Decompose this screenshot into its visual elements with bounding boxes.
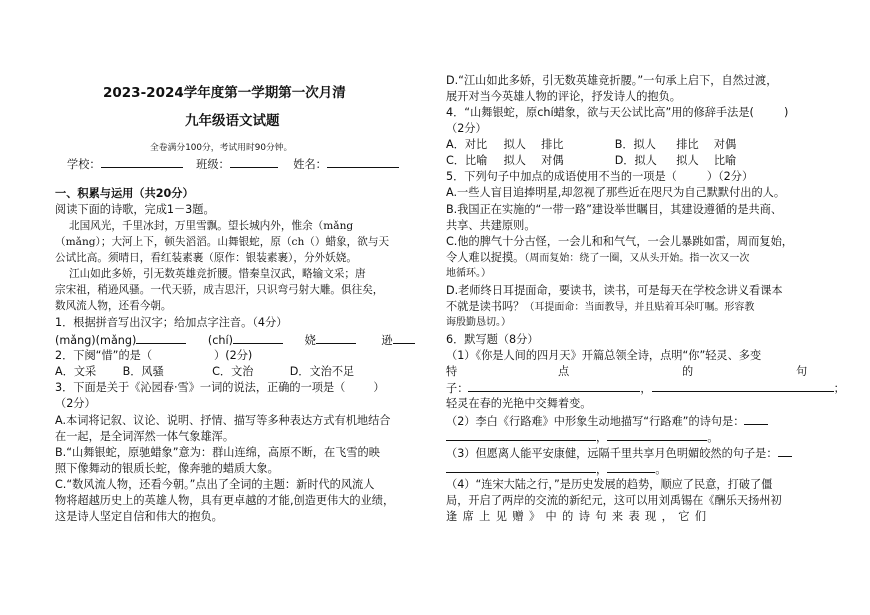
q5-option-cont: 不就是读书吗？（耳提面命：当面教导，并且贴着耳朵叮嘱。形容教 (446, 300, 755, 313)
q6-4: 局，开启了两岸的交流的新纪元，这可以用刘禹锡在《酬乐天扬州初 (446, 494, 782, 507)
question-1: 1．根据拼音写出汉字；给加点字注音。（4分） (55, 316, 288, 329)
q5-option[interactable]: D.老师终日耳提面命，要读书，读书，可是每天在学校念讲义看课本 (446, 284, 783, 297)
answer-blank[interactable] (778, 446, 792, 457)
question-6: 6．默写题（8分） (446, 333, 539, 346)
question-2: 2．下阕“惜”的是（ ）(2分) (55, 349, 253, 362)
answer-blank[interactable] (652, 381, 834, 392)
reading-instruction: 阅读下面的诗歌，完成1－3题。 (55, 203, 215, 216)
q3-option-text: 在一起，是全词浑然一体气象雄浑。 (55, 430, 235, 443)
q3-option-text: C.“数风流人物，还看今朝。”点出了全词的主题：新时代的风流人 (55, 478, 375, 491)
q6-4: 逢席上见赠》中的诗句来表现，它们 (446, 510, 712, 523)
poem-line: 宗宋祖，稍逊风骚。一代天骄，成吉思汗，只识弯弓射大雕。俱往矣， (55, 284, 384, 296)
q6-3: （3）但愿离人能平安康健，远隔千里共享月色明媚皎然的句子是： (446, 446, 792, 461)
question-1-items: (mǎng)(mǎng) (chí) 娆 逊 (55, 333, 415, 348)
question-4-options-row1: A．对比 拟人 排比 B．拟人 排比 对偶 (446, 138, 737, 151)
poem-line: 公试比高。须晴日，看红装素裹（原作：银装素裹），分外妖娆。 (55, 252, 357, 264)
idiom-note: （周而复始：绕了一圈，又从头开始。指一次又一次 (524, 253, 750, 264)
q6-4: （4）“连宋大陆之行，”是历史发展的趋势，顺应了民意，打破了僵 (446, 478, 773, 491)
q3-option-text: A.本词将记叙、议论、说明、抒情、描写等多种表达方式有机地结合 (55, 414, 391, 427)
answer-blank[interactable] (607, 462, 655, 473)
q3-option-d: D.“江山如此多娇，引无数英雄竞折腰。”一句承上启下，自然过渡， (446, 74, 778, 87)
q5-option-cont: 共享、共建原则。 (446, 219, 536, 232)
question-3: 3．下面是关于《沁园春·雪》一词的说法，正确的一项是（ ） (55, 381, 385, 394)
q5-option[interactable]: C.他的脾气十分古怪，一会儿和和气气，一会儿暴跳如雷，周而复始， (446, 235, 793, 248)
q5-option[interactable]: B.我国正在实施的“一带一路”建设举世瞩目，其建设遵循的是共商、 (446, 203, 783, 216)
answer-blank[interactable] (316, 333, 356, 344)
answer-blank[interactable] (233, 333, 283, 344)
school-field[interactable] (101, 157, 183, 168)
class-label: 班级： (196, 158, 230, 171)
q5-option-cont: 令人难以捉摸。（周而复始：绕了一圈，又从头开始。指一次又一次 (446, 251, 750, 264)
question-4-options-row2: C．比喻 拟人 对偶 D．拟人 拟人 比喻 (446, 154, 737, 167)
poem-line: 数风流人物，还看今朝。 (55, 300, 172, 312)
q5-option[interactable]: A.一些人盲目追捧明星,却忽视了那些近在咫尺为自己默默付出的人。 (446, 186, 786, 199)
q6-1: （1）《你是人间的四月天》开篇总领全诗，点明“你”轻灵、多变 (446, 349, 762, 362)
answer-blank[interactable] (393, 333, 415, 344)
exam-subtitle: 九年级语文试题 (185, 113, 280, 129)
section1-heading: 一、积累与运用（共20分） (55, 187, 194, 200)
answer-blank[interactable] (446, 430, 596, 441)
q6-2: （2）李白《行路难》中形象生动地描写“行路难”的诗句是： (446, 414, 768, 429)
question-3-score: （2分） (55, 397, 96, 410)
q6-3-answer: ， 。 (446, 462, 666, 477)
q3-option-text: 照下像舞动的银质长蛇，像奔驰的蜡质大象。 (55, 462, 279, 475)
student-info-row (67, 157, 399, 172)
poem-line: 江山如此多娇，引无数英雄竞折腰。惜秦皇汉武，略输文采；唐 (69, 268, 366, 280)
question-5: 5．下列句子中加点的成语使用不当的一项是（ ）（2分） (446, 170, 754, 183)
q3-option-text: B.“山舞银蛇，原驰蜡象”意为：群山连绵，高原不断，在飞雪的映 (55, 446, 380, 459)
exam-title: 2023-2024学年度第一学期第一次月清 (103, 85, 346, 101)
answer-blank[interactable] (468, 381, 640, 392)
question-4: 4．“山舞银蛇，原chí蜡象，欲与天公试比高”用的修辞手法是( ) (446, 106, 789, 119)
q6-2-answer: ， 。 (446, 430, 718, 445)
q6-1-answer: 子： ， ； (446, 382, 845, 395)
name-field[interactable] (327, 157, 399, 168)
answer-blank[interactable] (607, 430, 707, 441)
poem-line: （mǎng）；大河上下，顿失滔滔。山舞银蛇，原（ch（）蜡象，欲与天 (55, 236, 390, 248)
class-field[interactable] (230, 157, 278, 168)
idiom-note: （耳提面命：当面教导，并且贴着耳朵叮嘱。形容教 (524, 302, 755, 313)
score-note: 全卷满分100分，考试用时90分钟。 (150, 143, 293, 153)
q6-1-end: 轻灵在春的光艳中交舞着变。 (446, 397, 592, 410)
question-2-options (55, 365, 354, 379)
idiom-note: 地循环。） (446, 268, 491, 279)
q3-option-d: 展开对当今英雄人物的评论，抒发诗人的抱负。 (446, 90, 681, 103)
q3-option-text: 这是诗人坚定自信和伟大的抱负。 (55, 510, 223, 523)
answer-blank[interactable] (744, 414, 768, 425)
question-4-score: （2分） (446, 122, 487, 135)
school-label: 学校： (67, 158, 101, 171)
q3-option-text: 物将超越历史上的英雄人物，具有更卓越的才能,创造更伟大的业绩， (55, 494, 395, 507)
answer-blank[interactable] (446, 462, 596, 473)
answer-blank[interactable] (136, 333, 186, 344)
name-label: 姓名： (293, 158, 327, 171)
option[interactable]: D．文治不足 (289, 365, 355, 378)
option[interactable]: A．文采 (55, 365, 97, 378)
option[interactable]: C．文治 (212, 365, 254, 378)
poem-line: 北国风光，千里冰封，万里雪飘。望长城内外，惟余（mǎng (69, 220, 354, 232)
option[interactable]: B．风骚 (122, 365, 164, 378)
idiom-note: 诲殷勤恳切。） (446, 317, 511, 328)
